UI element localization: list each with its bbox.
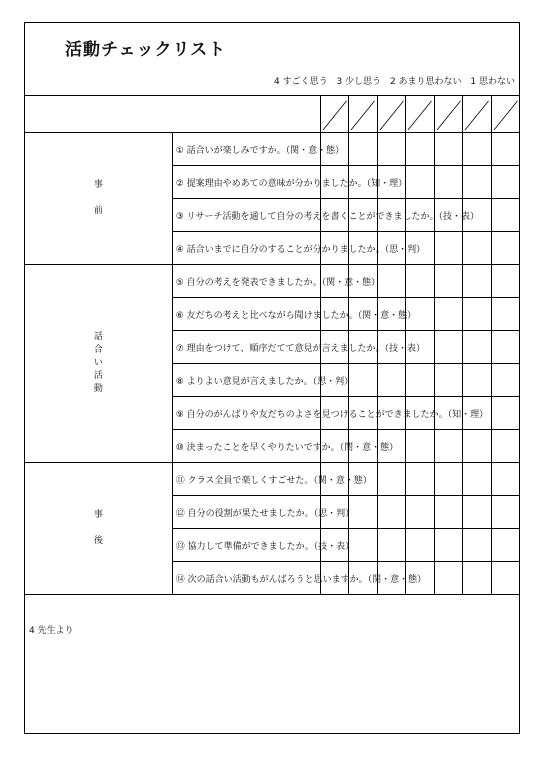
check-cell[interactable] xyxy=(320,331,349,364)
diagonal-slash xyxy=(378,96,406,132)
rating-scale xyxy=(268,74,515,87)
header-blank xyxy=(25,96,321,133)
check-cell[interactable] xyxy=(377,364,406,397)
check-cell[interactable] xyxy=(349,133,378,166)
check-cell[interactable] xyxy=(320,133,349,166)
question-text: ⑩ 決まったことを早くやりたいですか。（関・意・態） xyxy=(172,430,320,463)
check-cell[interactable] xyxy=(406,265,435,298)
check-cell[interactable] xyxy=(434,463,463,496)
check-cell[interactable] xyxy=(491,562,520,595)
check-cell[interactable] xyxy=(320,529,349,562)
section-label-text: 事 後 xyxy=(93,510,103,546)
question-row xyxy=(25,265,520,298)
check-cell[interactable] xyxy=(406,430,435,463)
question-text: ⑦ 理由をつけて、順序だてて意見が言えましたか。（技・表） xyxy=(172,331,320,364)
check-cell[interactable] xyxy=(406,463,435,496)
check-cell[interactable] xyxy=(463,364,492,397)
check-cell[interactable] xyxy=(463,430,492,463)
check-cell[interactable] xyxy=(491,166,520,199)
check-cell[interactable] xyxy=(463,133,492,166)
check-cell[interactable] xyxy=(406,529,435,562)
scale-1: 1 思わない xyxy=(470,77,515,87)
check-cell[interactable] xyxy=(349,331,378,364)
check-cell[interactable] xyxy=(491,496,520,529)
check-cell[interactable] xyxy=(406,199,435,232)
question-text: ② 提案理由やめあての意味が分かりましたか。（知・理） xyxy=(172,166,320,199)
check-cell[interactable] xyxy=(349,562,378,595)
check-cell[interactable] xyxy=(377,397,406,430)
check-cell[interactable] xyxy=(406,298,435,331)
question-text: ③ リサーチ活動を通して自分の考えを書くことができましたか。（技・表） xyxy=(172,199,320,232)
check-cell[interactable] xyxy=(377,430,406,463)
check-cell[interactable] xyxy=(406,166,435,199)
question-text: ① 話合いが楽しみですか。（関・意・態） xyxy=(172,133,320,166)
check-cell[interactable] xyxy=(377,529,406,562)
checklist-sheet xyxy=(24,22,520,734)
check-cell[interactable] xyxy=(463,298,492,331)
check-cell[interactable] xyxy=(491,397,520,430)
check-cell[interactable] xyxy=(320,199,349,232)
check-cell[interactable] xyxy=(434,397,463,430)
scale-2: 2 あまり思わない xyxy=(389,77,462,87)
diagonal-slash xyxy=(349,96,377,132)
diagonal-slash xyxy=(492,96,520,132)
check-cell[interactable] xyxy=(377,133,406,166)
check-cell[interactable] xyxy=(320,166,349,199)
check-cell[interactable] xyxy=(406,232,435,265)
check-cell[interactable] xyxy=(320,496,349,529)
teacher-comment-label: 4 先生より xyxy=(29,626,74,636)
check-cell[interactable] xyxy=(463,232,492,265)
check-cell[interactable] xyxy=(434,331,463,364)
checklist-table xyxy=(24,95,520,595)
check-cell[interactable] xyxy=(491,364,520,397)
header-slash-cell xyxy=(434,96,463,133)
check-cell[interactable] xyxy=(377,331,406,364)
check-cell[interactable] xyxy=(320,463,349,496)
check-cell[interactable] xyxy=(320,232,349,265)
check-cell[interactable] xyxy=(349,496,378,529)
check-cell[interactable] xyxy=(463,562,492,595)
check-cell[interactable] xyxy=(434,562,463,595)
check-cell[interactable] xyxy=(320,265,349,298)
question-text: ⑧ よりよい意見が言えましたか。（思・判） xyxy=(172,364,320,397)
section-label-text: 話 合 い 活 動 xyxy=(93,332,103,394)
check-cell[interactable] xyxy=(349,265,378,298)
check-cell[interactable] xyxy=(377,463,406,496)
check-cell[interactable] xyxy=(377,265,406,298)
check-cell[interactable] xyxy=(434,364,463,397)
check-cell[interactable] xyxy=(320,364,349,397)
check-cell[interactable] xyxy=(491,430,520,463)
check-cell[interactable] xyxy=(491,133,520,166)
check-cell[interactable] xyxy=(406,364,435,397)
check-cell[interactable] xyxy=(463,331,492,364)
check-cell[interactable] xyxy=(406,133,435,166)
check-cell[interactable] xyxy=(349,397,378,430)
page-title: 活動チェックリスト xyxy=(65,40,227,60)
diagonal-slash xyxy=(406,96,434,132)
header-row xyxy=(25,96,520,133)
check-cell[interactable] xyxy=(406,331,435,364)
check-cell[interactable] xyxy=(349,199,378,232)
check-cell[interactable] xyxy=(434,430,463,463)
diagonal-slash xyxy=(463,96,491,132)
check-cell[interactable] xyxy=(463,496,492,529)
header-slash-cell xyxy=(463,96,492,133)
header-slash-cell xyxy=(491,96,520,133)
section-label xyxy=(25,133,173,265)
question-text: ⑨ 自分のがんばりや友だちのよさを見つけることができましたか。（知・理） xyxy=(172,397,320,430)
check-cell[interactable] xyxy=(434,529,463,562)
check-cell[interactable] xyxy=(463,199,492,232)
header-slash-cell xyxy=(377,96,406,133)
check-cell[interactable] xyxy=(349,430,378,463)
check-cell[interactable] xyxy=(349,364,378,397)
question-text: ⑤ 自分の考えを発表できましたか。（関・意・態） xyxy=(172,265,320,298)
check-cell[interactable] xyxy=(377,199,406,232)
question-text: ⑪ クラス全員で楽しくすごせた。（関・意・態） xyxy=(172,463,320,496)
check-cell[interactable] xyxy=(349,463,378,496)
check-cell[interactable] xyxy=(377,166,406,199)
check-cell[interactable] xyxy=(434,133,463,166)
check-cell[interactable] xyxy=(491,529,520,562)
check-cell[interactable] xyxy=(377,562,406,595)
check-cell[interactable] xyxy=(491,265,520,298)
check-cell[interactable] xyxy=(320,562,349,595)
check-cell[interactable] xyxy=(320,298,349,331)
check-cell[interactable] xyxy=(349,166,378,199)
header-slash-cell xyxy=(406,96,435,133)
question-text: ⑬ 協力して準備ができましたか。（技・表） xyxy=(172,529,320,562)
check-cell[interactable] xyxy=(491,199,520,232)
check-cell[interactable] xyxy=(377,298,406,331)
check-cell[interactable] xyxy=(434,496,463,529)
question-row xyxy=(25,133,520,166)
header-slash-cell xyxy=(320,96,349,133)
question-text: ⑫ 自分の役割が果たせましたか。（思・判） xyxy=(172,496,320,529)
check-cell[interactable] xyxy=(463,265,492,298)
question-text: ⑭ 次の話合い活動もがんばろうと思いますか。（関・意・態） xyxy=(172,562,320,595)
check-cell[interactable] xyxy=(377,232,406,265)
section-label-text: 事 前 xyxy=(93,180,103,216)
check-cell[interactable] xyxy=(463,463,492,496)
check-cell[interactable] xyxy=(463,529,492,562)
check-cell[interactable] xyxy=(406,496,435,529)
check-cell[interactable] xyxy=(491,463,520,496)
check-cell[interactable] xyxy=(434,265,463,298)
diagonal-slash xyxy=(321,96,349,132)
check-cell[interactable] xyxy=(491,331,520,364)
scale-3: 3 少し思う xyxy=(336,77,382,87)
check-cell[interactable] xyxy=(434,298,463,331)
check-cell[interactable] xyxy=(434,199,463,232)
section-label xyxy=(25,463,173,595)
check-cell[interactable] xyxy=(434,166,463,199)
question-text: ⑥ 友だちの考えと比べながら聞けましたか。（関・意・態） xyxy=(172,298,320,331)
check-cell[interactable] xyxy=(349,232,378,265)
section-label xyxy=(25,265,173,463)
scale-4: 4 すごく思う xyxy=(274,77,328,87)
check-cell[interactable] xyxy=(377,496,406,529)
question-text: ④ 話合いまでに自分のすることが分かりましたか。（思・判） xyxy=(172,232,320,265)
question-row xyxy=(25,463,520,496)
check-cell[interactable] xyxy=(434,232,463,265)
check-cell[interactable] xyxy=(349,529,378,562)
check-cell[interactable] xyxy=(491,298,520,331)
check-cell[interactable] xyxy=(463,397,492,430)
check-cell[interactable] xyxy=(349,298,378,331)
diagonal-slash xyxy=(435,96,463,132)
check-cell[interactable] xyxy=(406,397,435,430)
check-cell[interactable] xyxy=(320,397,349,430)
header-slash-cell xyxy=(349,96,378,133)
check-cell[interactable] xyxy=(406,562,435,595)
check-cell[interactable] xyxy=(491,232,520,265)
check-cell[interactable] xyxy=(320,430,349,463)
check-cell[interactable] xyxy=(463,166,492,199)
